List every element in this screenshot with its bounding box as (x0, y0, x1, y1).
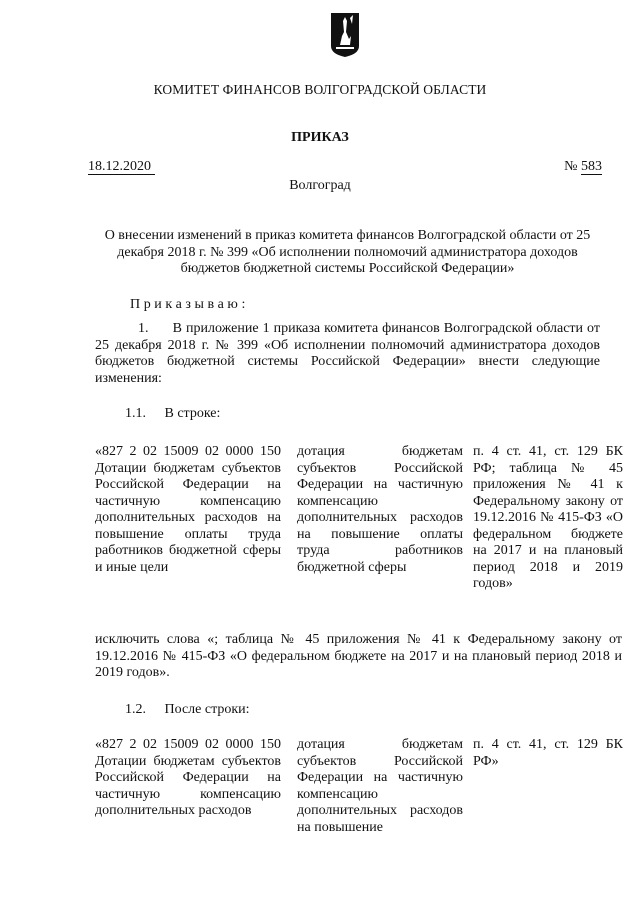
code-row-1-col-basis: п. 4 ст. 41, ст. 129 БК РФ; таблица № 45 приложения № 41 к Федеральному закону от 19.12.2016 № 415-ФЗ «О федеральном бюджете на 2017 и на плановый период 2018 и 2019 годов» (473, 444, 623, 591)
exclude-paragraph: исключить слова «; таблица № 45 приложения № 41 к Федеральному закону от 19.12.2016 № 415-ФЗ «О федеральном бюджете на 2017 и на плановый период 2018 и 2019 годов». (95, 632, 622, 680)
order-word: Приказываю: (130, 297, 249, 312)
subparagraph-1-2 (125, 702, 250, 718)
volgograd-coat-of-arms-icon (330, 12, 360, 58)
subparagraph-number: 1.2. (125, 702, 146, 717)
code-row-1-col-code: «827 2 02 15009 02 0000 150 Дотации бюджетам субъектов Российской Федерации на частичную компенсацию дополнительных расходов на повышение оплаты труда работников бюджетной сферы и иные цели (95, 444, 281, 575)
number-value: 583 (581, 159, 602, 174)
code-row-1-col-name: дотация бюджетам субъектов Российской Федерации на частичную компенсацию дополнительных расходов на повышение оплаты труда работников бюджетной сферы (297, 444, 463, 575)
document-date: 18.12.2020 (88, 159, 155, 175)
paragraph-1: 1. В приложение 1 приказа комитета финансов Волгоградской области от 25 декабря 2018 г. № 399 «Об исполнении полномочий администратора доходов бюджетов бюджетной системы Российской Федерации» внести следующие изменения: (95, 321, 600, 386)
code-row-2-col-code: «827 2 02 15009 02 0000 150 Дотации бюджетам субъектов Российской Федерации на частичную компенсацию дополнительных расходов (95, 737, 281, 818)
subparagraph-1-1 (125, 406, 220, 422)
document-number (564, 159, 602, 174)
subparagraph-number: 1.1. (125, 406, 146, 421)
document-type: ПРИКАЗ (291, 130, 349, 145)
document-city: Волгоград (289, 178, 351, 193)
subparagraph-text: После строки: (164, 702, 250, 717)
code-row-2-col-basis: п. 4 ст. 41, ст. 129 БК РФ» (473, 737, 623, 769)
committee-name: КОМИТЕТ ФИНАНСОВ ВОЛГОГРАДСКОЙ ОБЛАСТИ (153, 82, 487, 97)
code-row-2-col-name: дотация бюджетам субъектов Российской Федерации на частичную компенсацию дополнительных расходов на повышение (297, 737, 463, 835)
number-prefix: № (564, 159, 578, 174)
document-subject: О внесении изменений в приказ комитета финансов Волгоградской области от 25 декабря 2018 г. № 399 «Об исполнении полномочий администратора доходов бюджетов бюджетной системы Российской Федерации» (104, 228, 591, 276)
subparagraph-text: В строке: (164, 406, 221, 421)
